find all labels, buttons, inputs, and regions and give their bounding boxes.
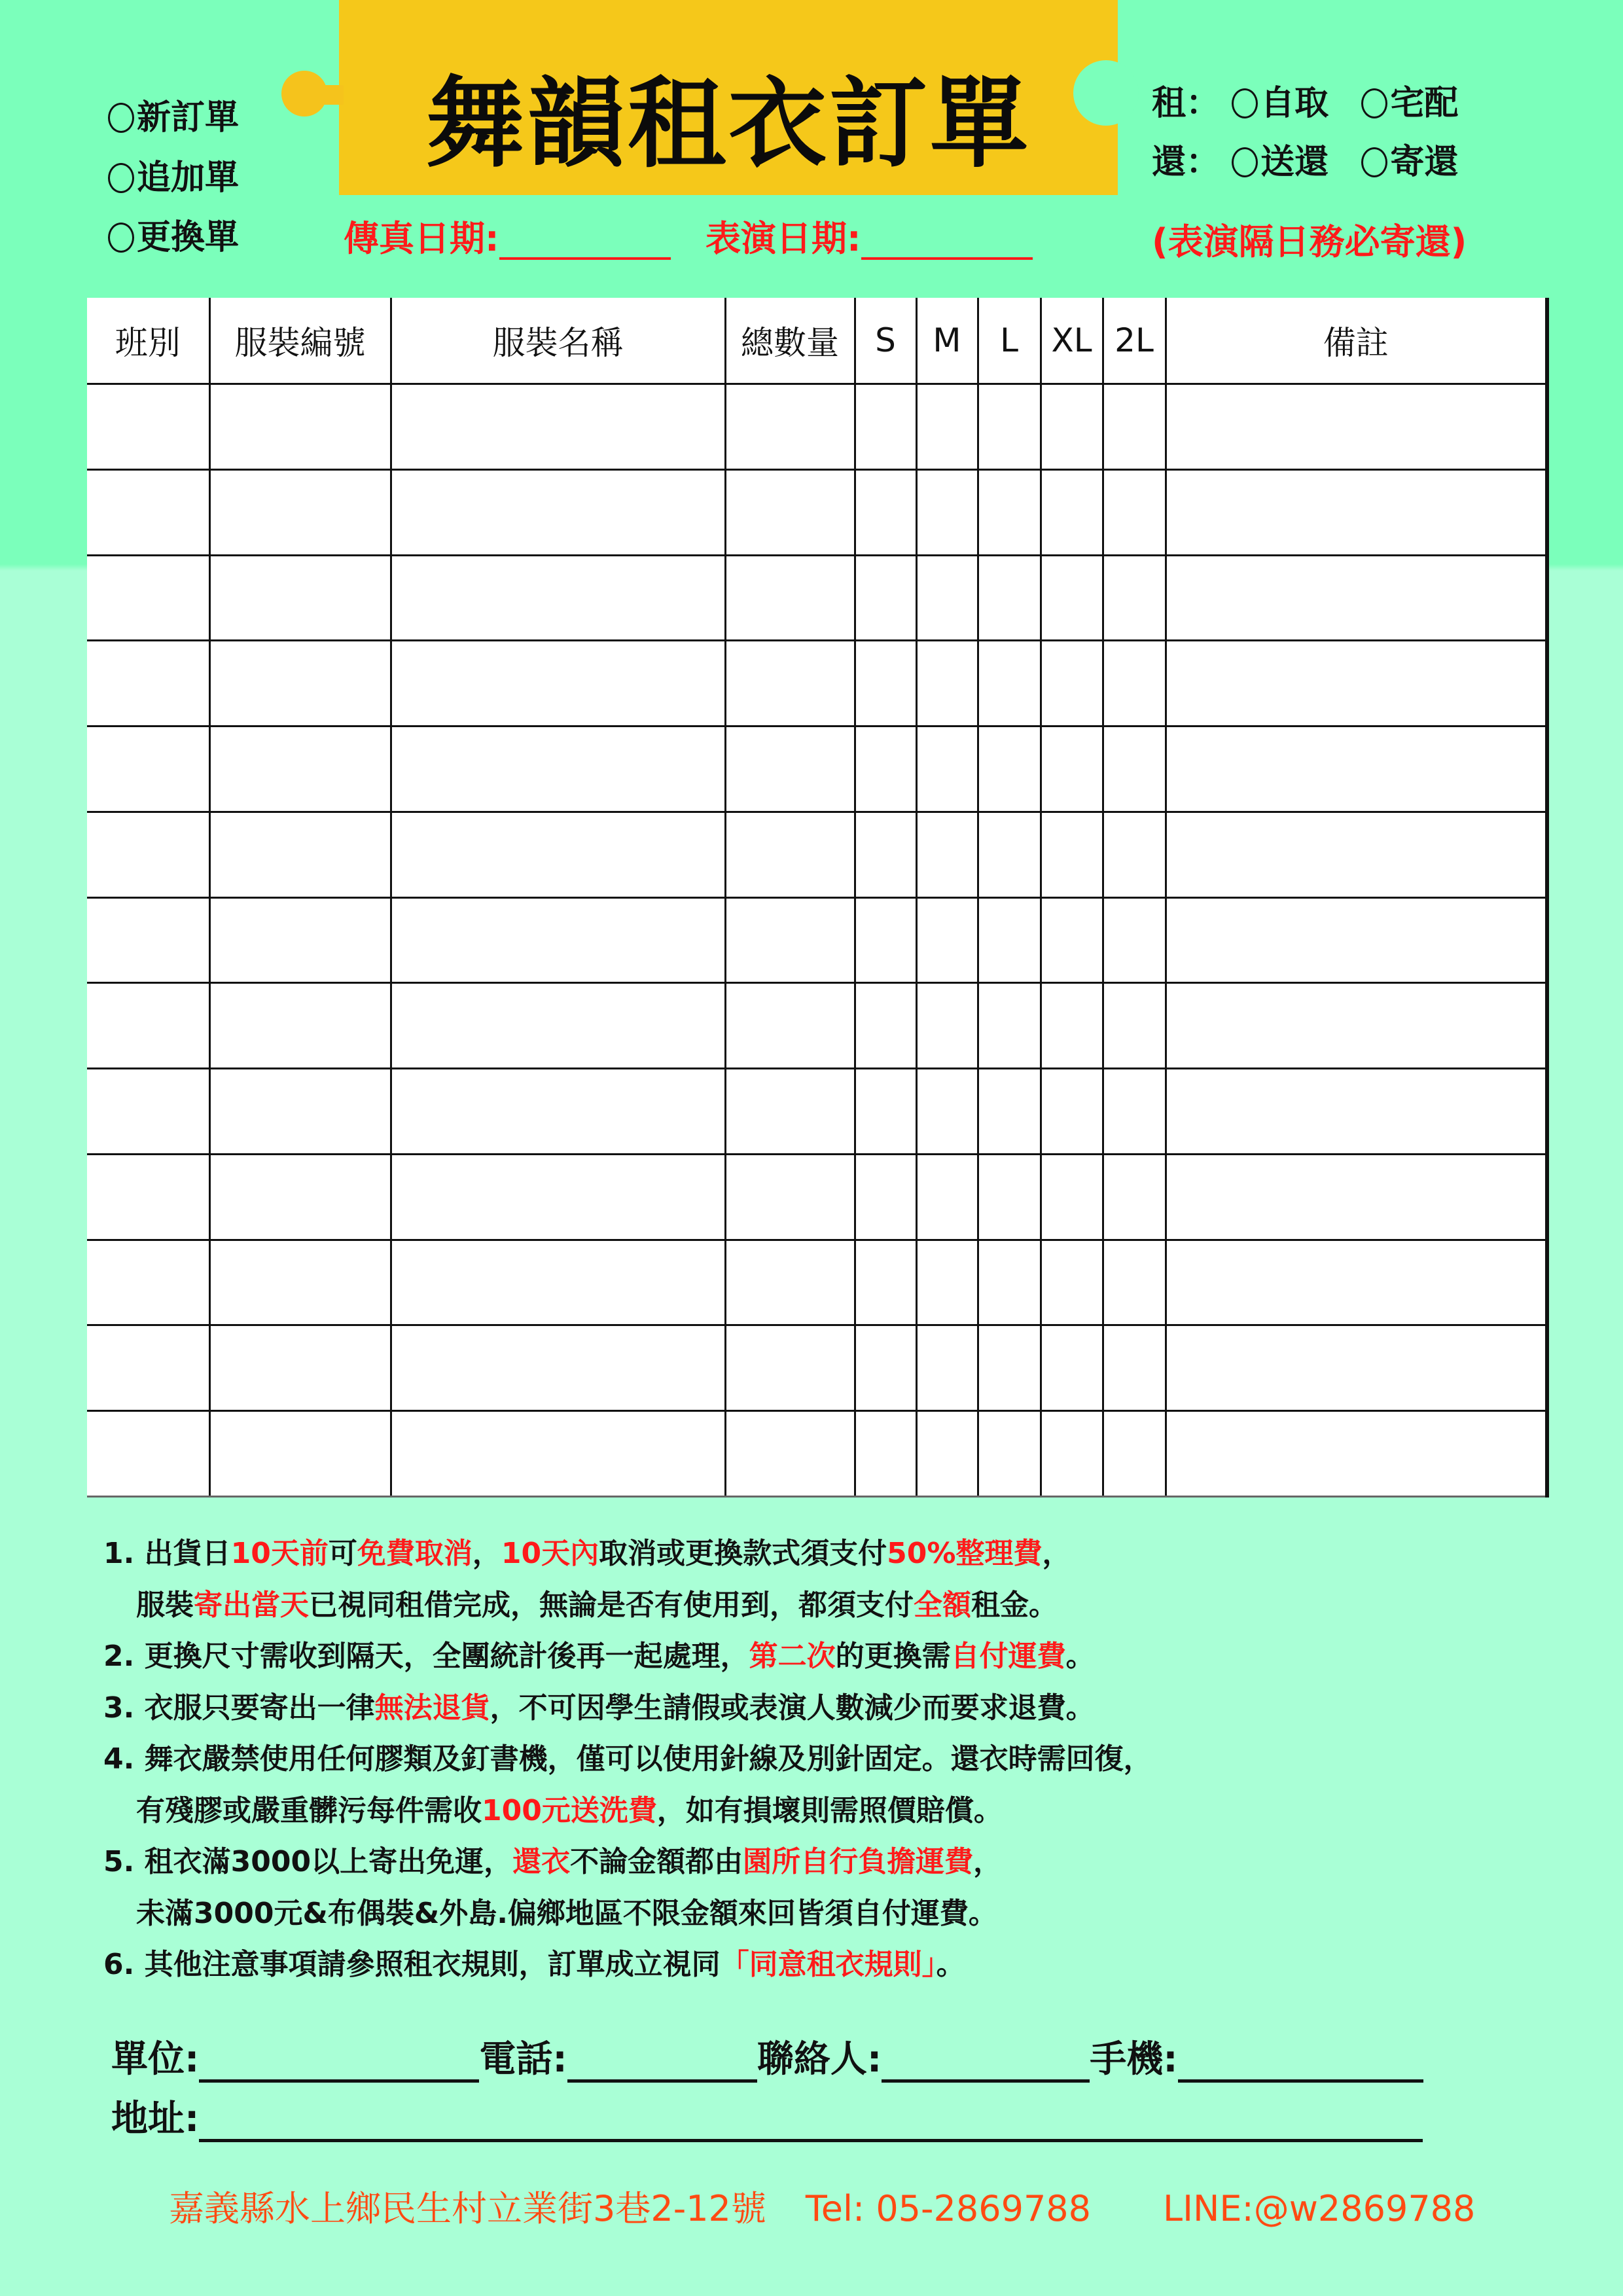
table-cell[interactable]: [978, 983, 1041, 1069]
table-cell[interactable]: [1041, 726, 1103, 812]
table-cell[interactable]: [1166, 726, 1547, 812]
note-line: [103, 1939, 1152, 1991]
unit-label: 單位:: [111, 2038, 200, 2081]
table-cell[interactable]: [855, 555, 916, 641]
col-header-size-m: M: [916, 298, 978, 384]
table-cell[interactable]: [209, 1411, 391, 1497]
col-header-costume-id: 服裝編號: [209, 298, 391, 384]
note-text: ，: [1042, 1537, 1071, 1570]
table-cell[interactable]: [916, 641, 978, 726]
radio-circle-icon[interactable]: [1361, 88, 1387, 118]
table-cell[interactable]: [1041, 1069, 1103, 1155]
note-text: ，: [472, 1537, 501, 1570]
radio-circle-icon[interactable]: [108, 163, 134, 193]
note-highlight: 第二次: [749, 1640, 836, 1673]
table-cell[interactable]: [391, 812, 725, 897]
note-line: [103, 1837, 1152, 1888]
table-cell[interactable]: [1041, 1411, 1103, 1497]
table-cell[interactable]: [916, 1240, 978, 1325]
radio-circle-icon[interactable]: [108, 103, 134, 133]
table-cell[interactable]: [1103, 1154, 1166, 1240]
table-cell[interactable]: [391, 555, 725, 641]
return-options: [1152, 143, 1458, 182]
note-text: 已視同租借完成，無論是否有使用到，都須支付: [309, 1588, 914, 1622]
note-text: 1. 出貨日: [103, 1537, 231, 1570]
note-text: 取消或更換款式須支付: [599, 1537, 887, 1570]
contact-input[interactable]: [882, 2043, 1090, 2083]
table-cell[interactable]: [978, 469, 1041, 555]
page-title: 舞韻租衣訂單: [425, 67, 1031, 181]
table-cell[interactable]: [391, 384, 725, 470]
table-cell[interactable]: [1166, 384, 1547, 470]
table-cell[interactable]: [725, 641, 855, 726]
note-line: [103, 1528, 1152, 1580]
col-header-size-xl: XL: [1041, 298, 1103, 384]
note-text: 不論金額都由: [570, 1845, 743, 1878]
radio-drop-off-return[interactable]: [1232, 143, 1329, 182]
table-cell[interactable]: [1103, 897, 1166, 983]
table-cell[interactable]: [87, 469, 209, 555]
note-highlight: 免費取消: [357, 1537, 473, 1570]
table-cell[interactable]: [391, 469, 725, 555]
table-cell[interactable]: [916, 1154, 978, 1240]
note-highlight: 「同意租衣規則」: [720, 1948, 936, 1981]
note-text: ，: [973, 1845, 1003, 1878]
table-cell[interactable]: [209, 726, 391, 812]
radio-circle-icon[interactable]: [1232, 147, 1258, 177]
table-cell[interactable]: [855, 897, 916, 983]
table-cell[interactable]: [391, 726, 725, 812]
table-row: [87, 555, 1547, 641]
table-cell[interactable]: [87, 1411, 209, 1497]
table-row: [87, 641, 1547, 726]
note-highlight: 無法退貨: [374, 1691, 490, 1725]
contact-form-row: [111, 2037, 1423, 2083]
table-cell[interactable]: [978, 384, 1041, 470]
terms-notes: [103, 1528, 1152, 1991]
col-header-total-qty: 總數量: [725, 298, 855, 384]
table-cell[interactable]: [87, 812, 209, 897]
fax-date-blank[interactable]: [499, 224, 671, 260]
table-cell[interactable]: [916, 384, 978, 470]
note-line: [103, 1785, 1152, 1837]
table-cell[interactable]: [1166, 641, 1547, 726]
note-text: 。: [1065, 1640, 1095, 1673]
table-cell[interactable]: [391, 1411, 725, 1497]
note-line: [103, 1631, 1152, 1683]
table-cell[interactable]: [916, 983, 978, 1069]
note-text: 的更換需: [835, 1640, 951, 1673]
table-cell[interactable]: [1166, 1325, 1547, 1411]
table-cell[interactable]: [209, 469, 391, 555]
radio-add-order[interactable]: [108, 158, 239, 198]
note-text: 6. 其他注意事項請參照租衣規則，訂單成立視同: [103, 1948, 721, 1981]
table-cell[interactable]: [1103, 641, 1166, 726]
company-line-id: LINE:@w2869788: [1163, 2188, 1476, 2229]
table-cell[interactable]: [209, 1240, 391, 1325]
table-cell[interactable]: [725, 1240, 855, 1325]
col-header-costume-name: 服裝名稱: [391, 298, 725, 384]
note-highlight: 100元送洗費: [482, 1793, 657, 1827]
note-highlight: 自付運費: [950, 1640, 1066, 1673]
table-cell[interactable]: [978, 641, 1041, 726]
table-cell[interactable]: [391, 1325, 725, 1411]
note-text: 有殘膠或嚴重髒污每件需收: [136, 1793, 482, 1827]
company-address: 嘉義縣水上鄉民生村立業街3巷2-12號: [169, 2188, 766, 2229]
table-cell[interactable]: [916, 726, 978, 812]
table-cell[interactable]: [1166, 812, 1547, 897]
note-text: 2. 更換尺寸需收到隔天，全團統計後再一起處理，: [103, 1640, 749, 1673]
table-cell[interactable]: [1166, 469, 1547, 555]
order-table: [87, 298, 1549, 1498]
table-cell[interactable]: [916, 555, 978, 641]
table-cell[interactable]: [978, 1325, 1041, 1411]
table-cell[interactable]: [855, 1154, 916, 1240]
table-cell[interactable]: [1041, 1325, 1103, 1411]
table-cell[interactable]: [1041, 469, 1103, 555]
table-cell[interactable]: [1166, 1069, 1547, 1155]
table-cell[interactable]: [1103, 384, 1166, 470]
table-cell[interactable]: [916, 1069, 978, 1155]
table-cell[interactable]: [209, 641, 391, 726]
table-cell[interactable]: [978, 555, 1041, 641]
performance-date-label: 表演日期:: [705, 218, 861, 259]
table-cell[interactable]: [855, 1411, 916, 1497]
table-cell[interactable]: [1041, 384, 1103, 470]
note-highlight: 園所自行負擔運費: [743, 1845, 974, 1878]
note-line: [103, 1734, 1152, 1785]
mobile-label: 手機:: [1090, 2038, 1178, 2081]
address-input[interactable]: [199, 2102, 1423, 2142]
table-cell[interactable]: [916, 469, 978, 555]
table-cell[interactable]: [725, 897, 855, 983]
note-highlight: 10天內: [501, 1537, 599, 1570]
table-row: [87, 1069, 1547, 1155]
col-header-remarks: 備註: [1166, 298, 1547, 384]
table-cell[interactable]: [1166, 555, 1547, 641]
table-cell[interactable]: [978, 726, 1041, 812]
radio-home-delivery[interactable]: [1361, 84, 1458, 123]
address-label: 地址:: [111, 2098, 200, 2140]
fax-date-label: 傳真日期:: [344, 218, 499, 259]
table-cell[interactable]: [391, 897, 725, 983]
table-row: [87, 897, 1547, 983]
note-text: ，如有損壞則需照價賠償。: [656, 1793, 1003, 1827]
table-cell[interactable]: [1103, 812, 1166, 897]
table-row: [87, 1154, 1547, 1240]
note-text: 可: [328, 1537, 357, 1570]
radio-circle-icon[interactable]: [1361, 147, 1387, 177]
radio-new-order[interactable]: [108, 98, 239, 137]
table-cell[interactable]: [978, 1411, 1041, 1497]
table-cell[interactable]: [87, 1069, 209, 1155]
table-row: [87, 726, 1547, 812]
note-text: 3. 衣服只要寄出一律: [103, 1691, 375, 1725]
phone-input[interactable]: [567, 2043, 757, 2083]
table-cell[interactable]: [391, 1069, 725, 1155]
col-header-size-l: L: [978, 298, 1041, 384]
table-cell[interactable]: [209, 897, 391, 983]
table-cell[interactable]: [87, 983, 209, 1069]
table-cell[interactable]: [1041, 983, 1103, 1069]
table-cell[interactable]: [1041, 1154, 1103, 1240]
table-cell[interactable]: [1041, 897, 1103, 983]
table-cell[interactable]: [978, 1240, 1041, 1325]
performance-date-field[interactable]: [705, 218, 1033, 260]
table-cell[interactable]: [209, 812, 391, 897]
table-cell[interactable]: [1166, 983, 1547, 1069]
table-cell[interactable]: [725, 555, 855, 641]
note-text: 服裝: [136, 1588, 194, 1622]
table-cell[interactable]: [1103, 469, 1166, 555]
rent-options: [1152, 84, 1458, 123]
table-cell[interactable]: [1103, 555, 1166, 641]
table-cell[interactable]: [1103, 1411, 1166, 1497]
radio-self-pickup[interactable]: [1232, 84, 1329, 123]
table-cell[interactable]: [87, 726, 209, 812]
table-cell[interactable]: [725, 1069, 855, 1155]
note-highlight: 50%整理費: [887, 1537, 1043, 1570]
table-cell[interactable]: [87, 384, 209, 470]
table-cell[interactable]: [391, 983, 725, 1069]
fax-date-field[interactable]: [344, 218, 671, 260]
table-cell[interactable]: [209, 1154, 391, 1240]
table-cell[interactable]: [725, 1154, 855, 1240]
table-cell[interactable]: [725, 469, 855, 555]
table-cell[interactable]: [1103, 983, 1166, 1069]
col-header-size-s: S: [855, 298, 916, 384]
company-tel: Tel: 05-2869788: [805, 2188, 1092, 2229]
rent-label: 租：: [1152, 84, 1221, 123]
note-line: [103, 1888, 1152, 1940]
table-cell[interactable]: [855, 812, 916, 897]
table-cell[interactable]: [725, 1411, 855, 1497]
table-cell[interactable]: [209, 1069, 391, 1155]
unit-input[interactable]: [199, 2043, 479, 2083]
table-row: [87, 983, 1547, 1069]
table-cell[interactable]: [916, 812, 978, 897]
table-cell[interactable]: [916, 1325, 978, 1411]
radio-label: 更換單: [137, 218, 240, 257]
table-cell[interactable]: [855, 384, 916, 470]
note-line: [103, 1683, 1152, 1734]
radio-label: 寄還: [1390, 143, 1459, 182]
note-text: ，不可因學生請假或表演人數減少而要求退費。: [490, 1691, 1095, 1725]
table-cell[interactable]: [1166, 1411, 1547, 1497]
table-cell[interactable]: [87, 1325, 209, 1411]
company-contact-footer: [169, 2186, 1475, 2232]
table-row: [87, 1411, 1547, 1497]
table-cell[interactable]: [725, 812, 855, 897]
table-cell[interactable]: [978, 897, 1041, 983]
radio-mail-return[interactable]: [1361, 143, 1458, 182]
table-cell[interactable]: [855, 1069, 916, 1155]
table-cell[interactable]: [1041, 555, 1103, 641]
table-cell[interactable]: [978, 812, 1041, 897]
radio-label: 新訂單: [137, 98, 240, 137]
table-cell[interactable]: [855, 469, 916, 555]
note-highlight: 全額: [914, 1588, 971, 1622]
table-cell[interactable]: [1041, 641, 1103, 726]
note-highlight: 還衣: [512, 1845, 571, 1878]
table-cell[interactable]: [1041, 1240, 1103, 1325]
table-cell[interactable]: [209, 384, 391, 470]
table-cell[interactable]: [916, 1411, 978, 1497]
table-cell[interactable]: [391, 1154, 725, 1240]
table-cell[interactable]: [725, 1325, 855, 1411]
table-row: [87, 1325, 1547, 1411]
radio-circle-icon[interactable]: [108, 223, 134, 253]
table-cell[interactable]: [855, 726, 916, 812]
table-header-row: [87, 298, 1547, 384]
table-cell[interactable]: [87, 897, 209, 983]
table-cell[interactable]: [1103, 1240, 1166, 1325]
performance-date-blank[interactable]: [861, 224, 1033, 260]
address-form-row: [111, 2096, 1423, 2142]
table-row: [87, 469, 1547, 555]
table-cell[interactable]: [87, 1240, 209, 1325]
radio-label: 送還: [1260, 143, 1329, 182]
table-cell[interactable]: [391, 1240, 725, 1325]
note-highlight: 10天前: [230, 1537, 329, 1570]
radio-exchange-order[interactable]: [108, 218, 239, 257]
table-cell[interactable]: [209, 983, 391, 1069]
radio-label: 追加單: [137, 158, 240, 198]
table-cell[interactable]: [1166, 1240, 1547, 1325]
phone-label: 電話:: [479, 2038, 567, 2081]
return-label: 還：: [1152, 143, 1221, 182]
table-cell[interactable]: [1103, 1325, 1166, 1411]
table-cell[interactable]: [855, 1240, 916, 1325]
note-line: [103, 1580, 1152, 1632]
table-row: [87, 384, 1547, 470]
radio-label: 宅配: [1390, 84, 1459, 123]
table-cell[interactable]: [1103, 1069, 1166, 1155]
table-cell[interactable]: [855, 983, 916, 1069]
table-cell[interactable]: [87, 555, 209, 641]
table-row: [87, 812, 1547, 897]
col-header-class: 班別: [87, 298, 209, 384]
table-cell[interactable]: [1041, 812, 1103, 897]
note-text: 未滿3000元&布偶裝&外島.偏鄉地區不限金額來回皆須自付運費。: [136, 1896, 997, 1930]
table-cell[interactable]: [978, 1069, 1041, 1155]
table-cell[interactable]: [209, 555, 391, 641]
table-cell[interactable]: [1166, 897, 1547, 983]
radio-label: 自取: [1260, 84, 1329, 123]
table-cell[interactable]: [391, 641, 725, 726]
contact-label: 聯絡人:: [757, 2038, 882, 2081]
note-text: 租金。: [971, 1588, 1058, 1622]
table-cell[interactable]: [87, 641, 209, 726]
table-cell[interactable]: [725, 983, 855, 1069]
table-cell[interactable]: [855, 641, 916, 726]
table-cell[interactable]: [978, 1154, 1041, 1240]
table-cell[interactable]: [209, 1325, 391, 1411]
col-header-size-2l: 2L: [1103, 298, 1166, 384]
table-cell[interactable]: [855, 1325, 916, 1411]
note-text: 。: [936, 1948, 965, 1981]
note-text: 5. 租衣滿3000以上寄出免運，: [103, 1845, 513, 1878]
note-text: 4. 舞衣嚴禁使用任何膠類及釘書機，僅可以使用針線及別針固定。還衣時需回復，: [103, 1742, 1152, 1776]
return-reminder: (表演隔日務必寄還): [1152, 221, 1467, 262]
radio-circle-icon[interactable]: [1232, 88, 1258, 118]
table-cell[interactable]: [725, 384, 855, 470]
table-cell[interactable]: [916, 897, 978, 983]
table-cell[interactable]: [1166, 1154, 1547, 1240]
table-cell[interactable]: [725, 726, 855, 812]
note-highlight: 寄出當天: [194, 1588, 309, 1622]
table-cell[interactable]: [1103, 726, 1166, 812]
mobile-input[interactable]: [1178, 2043, 1423, 2083]
table-row: [87, 1240, 1547, 1325]
table-cell[interactable]: [87, 1154, 209, 1240]
